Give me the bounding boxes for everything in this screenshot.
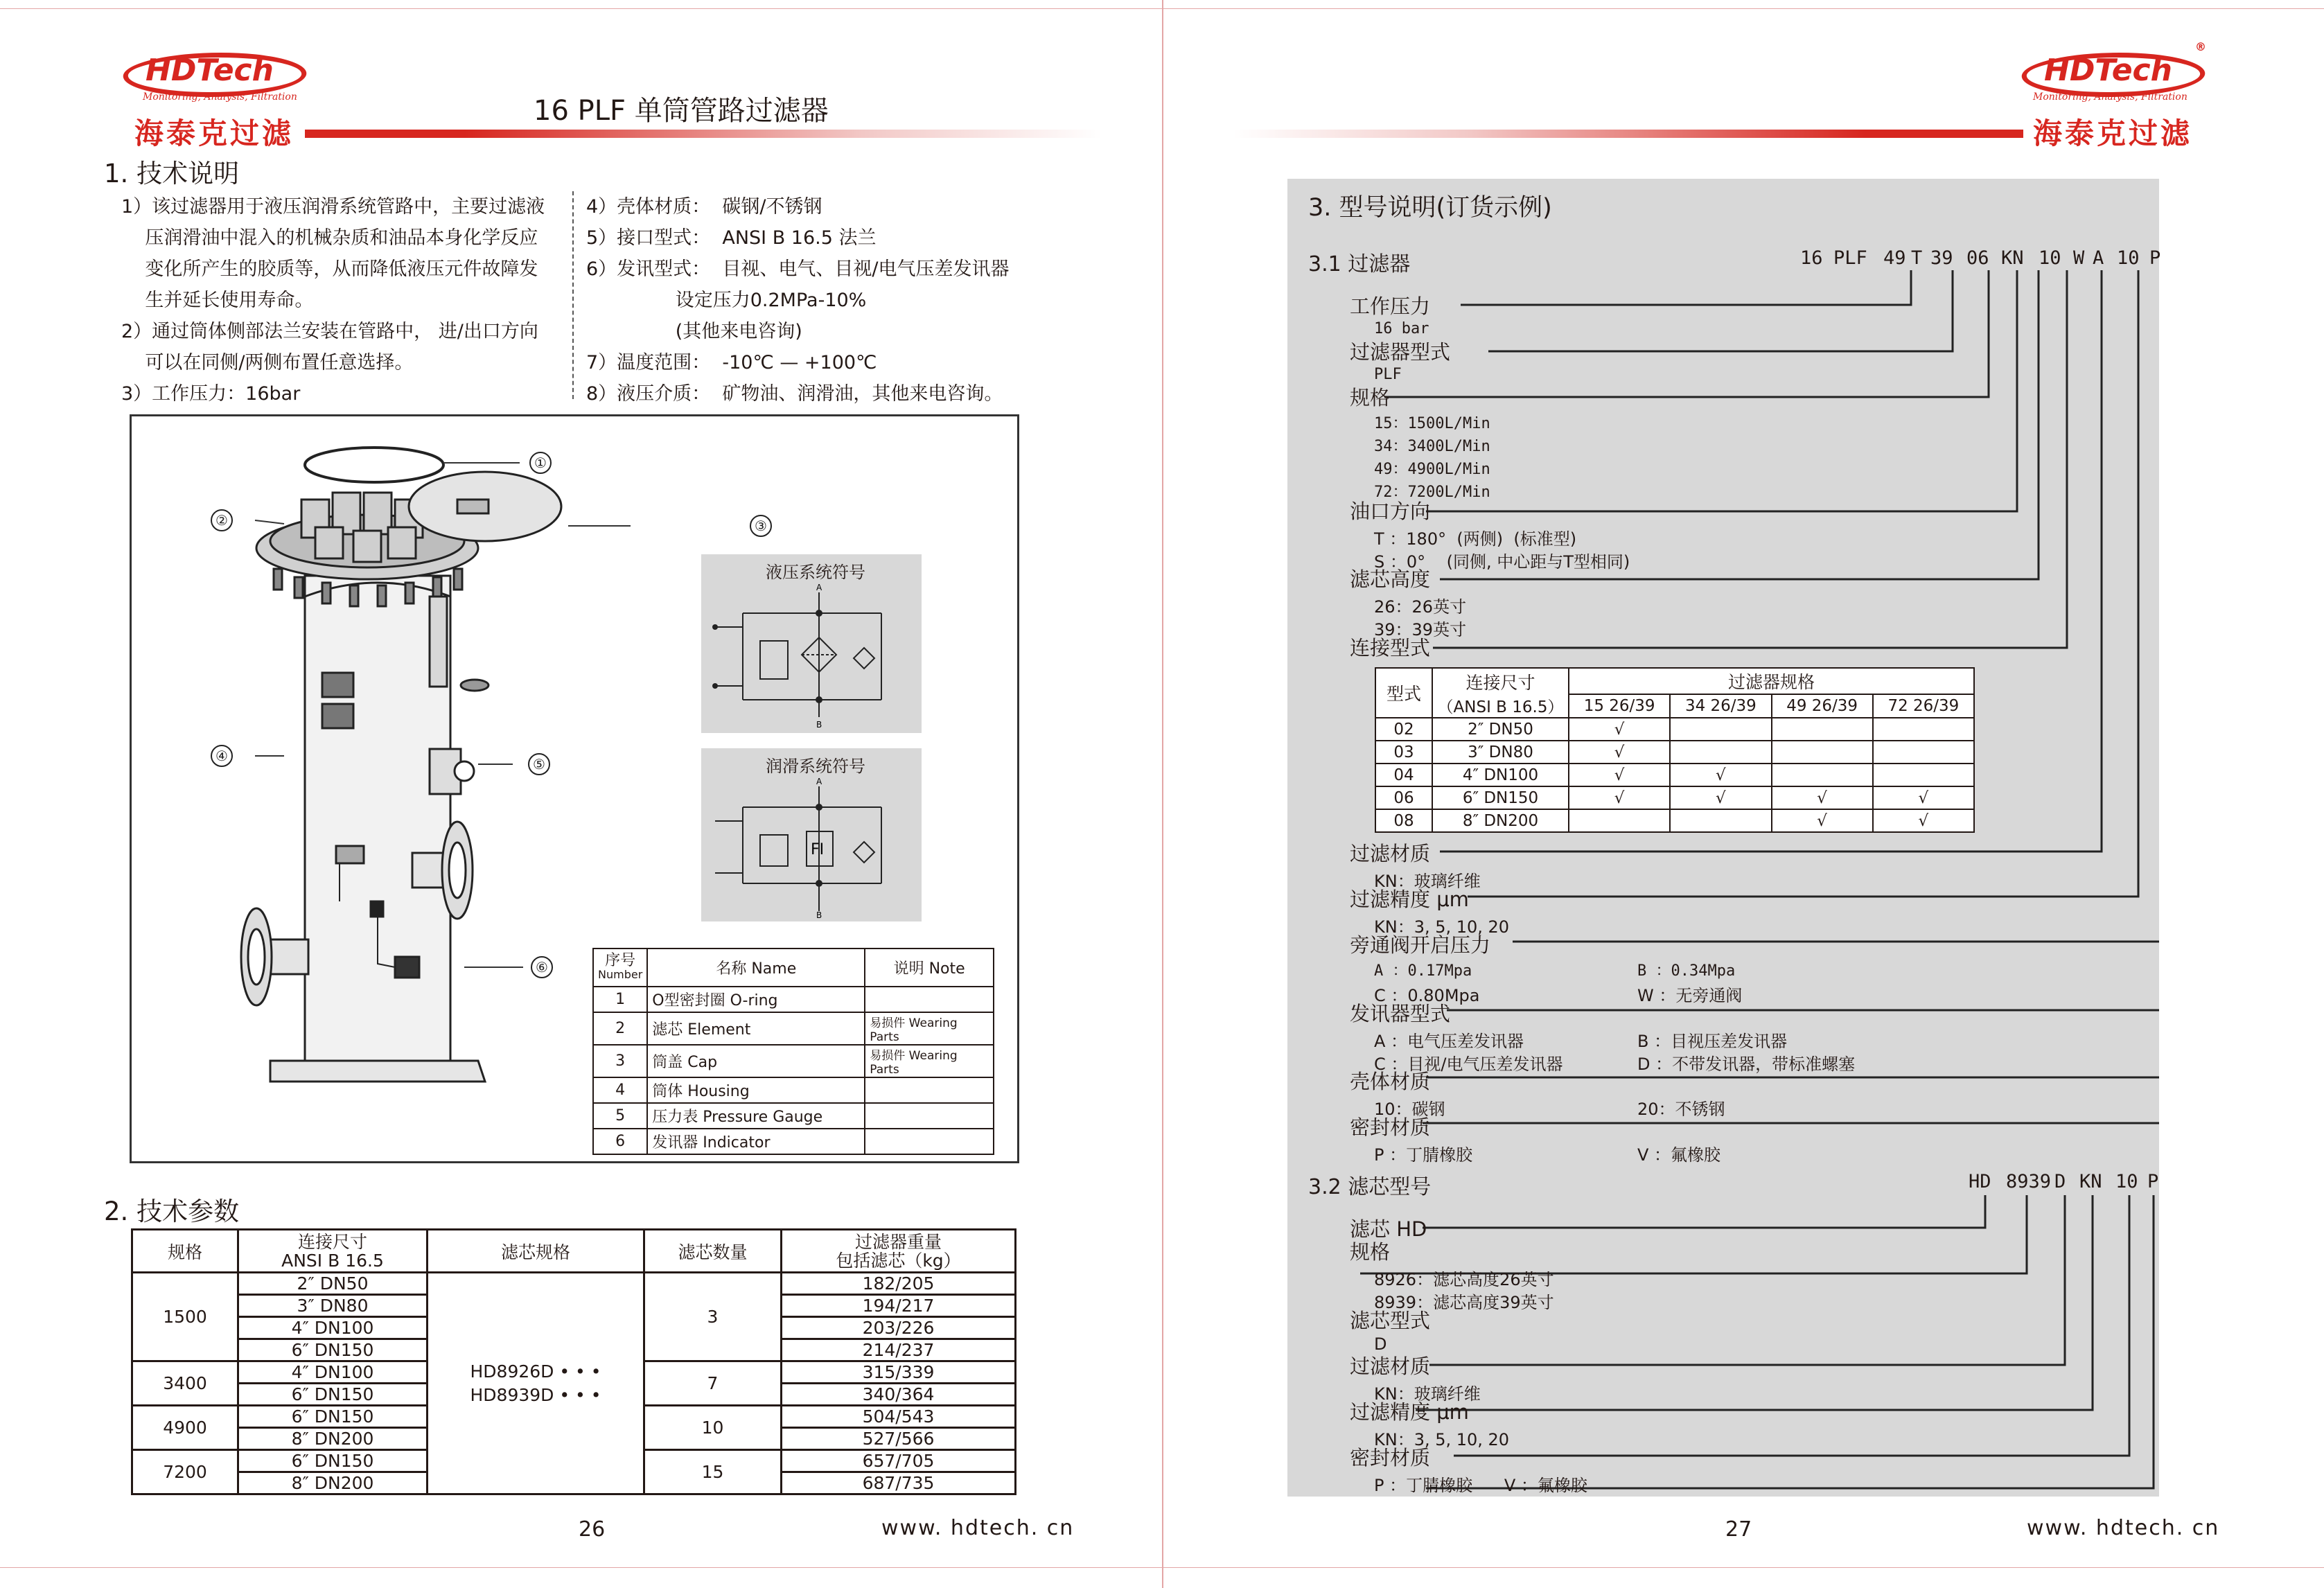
s1-line: 变化所产生的胶质等，从而降低液压元件故障发 bbox=[121, 258, 538, 280]
code-seg: P bbox=[2149, 247, 2161, 269]
conn-h-size2: （ANSI B 16.5） bbox=[1432, 694, 1569, 718]
conn-cell: 03 bbox=[1375, 741, 1432, 764]
conn-cell: √ bbox=[1772, 809, 1873, 832]
page-number-right: 27 bbox=[1725, 1517, 1752, 1542]
header-rule-right bbox=[1233, 130, 2023, 138]
s1-line: 生并延长使用寿命。 bbox=[121, 290, 314, 311]
conn-cell bbox=[1772, 764, 1873, 786]
spec-cell: 6″ DN150 bbox=[238, 1384, 428, 1406]
spec-cell: 4″ DN100 bbox=[238, 1361, 428, 1384]
logo-cn: 海泰克过滤 bbox=[134, 116, 294, 150]
item-head: 规格 bbox=[1350, 386, 1391, 409]
spec-cell: 3 bbox=[644, 1273, 782, 1361]
conn-cell bbox=[1873, 764, 1974, 786]
parts-h-note: 说明 Note bbox=[865, 949, 994, 987]
item-head: 密封材质 bbox=[1350, 1115, 1431, 1139]
parts-no: 6 bbox=[593, 1129, 647, 1154]
item-line: T ：180° (两侧) (标准型) bbox=[1374, 529, 1577, 549]
item-line: W ：无旁通阀 bbox=[1637, 986, 1743, 1005]
item-head: 过滤材质 bbox=[1350, 842, 1431, 865]
parts-note bbox=[865, 987, 994, 1012]
item-line: V ：氟橡胶 bbox=[1637, 1145, 1721, 1165]
item-line: A ：0.17Mpa bbox=[1374, 962, 1472, 980]
conn-cell: 02 bbox=[1375, 718, 1432, 741]
callout-1: ① bbox=[534, 455, 547, 471]
item-head: 规格 bbox=[1350, 1240, 1391, 1264]
spec-elem1: HD8926D • • • bbox=[470, 1361, 601, 1382]
conn-cell bbox=[1873, 741, 1974, 764]
brand-logo bbox=[118, 48, 312, 150]
parts-note bbox=[865, 1129, 994, 1154]
callout-2: ② bbox=[215, 512, 228, 529]
item-head: 滤芯型式 bbox=[1350, 1309, 1431, 1332]
spec-cell: 340/364 bbox=[782, 1384, 1016, 1406]
spec-table bbox=[131, 1228, 1016, 1495]
code-seg: 39 bbox=[1930, 247, 1953, 269]
item-line: 10：碳钢 bbox=[1374, 1100, 1445, 1119]
item-head: 过滤精度 μm bbox=[1350, 1400, 1469, 1424]
spec-cell: 15 bbox=[644, 1450, 782, 1494]
s32-label: 3.2 滤芯型号 bbox=[1308, 1175, 1432, 1199]
s1-line: 5）接口型式： ANSI B 16.5 法兰 bbox=[586, 227, 877, 249]
item-line: PLF bbox=[1374, 366, 1402, 383]
item-head: 壳体材质 bbox=[1350, 1070, 1431, 1093]
conn-cell bbox=[1670, 718, 1771, 741]
conn-cell: 2″ DN50 bbox=[1432, 718, 1569, 741]
spec-cell: 7200 bbox=[132, 1450, 238, 1494]
code-seg: D bbox=[2054, 1171, 2066, 1192]
symbol-A: A bbox=[816, 583, 822, 592]
parts-note: 易损件 Wearing Parts bbox=[865, 1012, 994, 1045]
page-title: 16 PLF 单筒管路过滤器 bbox=[534, 95, 829, 127]
item-head: 油口方向 bbox=[1350, 500, 1431, 523]
symbol-B: B bbox=[816, 720, 822, 730]
spec-cell: 3″ DN80 bbox=[238, 1295, 428, 1317]
code-seg: 10 bbox=[2117, 247, 2140, 269]
logo-sub: Monitoring, Analysis, Filtration bbox=[2033, 91, 2187, 103]
spec-h-spec: 规格 bbox=[132, 1230, 238, 1273]
item-line: 72：7200L/Min bbox=[1374, 484, 1490, 501]
item-line: 20：不锈钢 bbox=[1637, 1100, 1725, 1119]
item-line: D ：不带发讯器，带标准螺塞 bbox=[1637, 1055, 1856, 1074]
logo-en: HDTech bbox=[146, 53, 274, 88]
item-line: S ：0° (同侧, 中心距与T型相同) bbox=[1374, 552, 1630, 572]
code-seg: 8939 bbox=[2006, 1171, 2052, 1192]
item-line: 39：39英寸 bbox=[1374, 620, 1467, 639]
parts-table bbox=[592, 948, 994, 1155]
s1-line: 3）工作压力：16bar bbox=[121, 383, 301, 405]
spec-cell: 7 bbox=[644, 1361, 782, 1406]
conn-cell: 8″ DN200 bbox=[1432, 809, 1569, 832]
item-line: 34：3400L/Min bbox=[1374, 438, 1490, 455]
parts-h-name: 名称 Name bbox=[647, 949, 865, 987]
s1-line: 2）通过筒体侧部法兰安装在管路中， 进/出口方向 bbox=[121, 321, 538, 342]
conn-cell: 3″ DN80 bbox=[1432, 741, 1569, 764]
item-line: 8939：滤芯高度39英寸 bbox=[1374, 1293, 1554, 1312]
logo-reg: ® bbox=[2195, 40, 2206, 53]
spec-cell: 203/226 bbox=[782, 1317, 1016, 1339]
code-seg: 10 bbox=[2115, 1171, 2138, 1192]
item-line: A ：电气压差发讯器 bbox=[1374, 1032, 1524, 1051]
spec-cell: 6″ DN150 bbox=[238, 1339, 428, 1361]
code-seg: 16 bbox=[1800, 247, 1823, 269]
parts-name: 压力表 Pressure Gauge bbox=[647, 1103, 865, 1129]
conn-cell: √ bbox=[1670, 786, 1771, 809]
conn-cell bbox=[1569, 809, 1670, 832]
item-line: KN：玻璃纤维 bbox=[1374, 1384, 1481, 1404]
item-head: 滤芯高度 bbox=[1350, 567, 1431, 591]
spec-cell: 182/205 bbox=[782, 1273, 1016, 1295]
code-seg: W bbox=[2073, 247, 2085, 269]
item-head: 过滤材质 bbox=[1350, 1355, 1431, 1378]
spec-cell: 315/339 bbox=[782, 1361, 1016, 1384]
code-seg: KN bbox=[2001, 247, 2024, 269]
s1-line: 6）发讯型式： 目视、电气、目视/电气压差发讯器 bbox=[586, 258, 1010, 280]
url-right[interactable]: www. hdtech. cn bbox=[2027, 1516, 2220, 1540]
item-line: KN：3, 5, 10, 20 bbox=[1374, 917, 1510, 937]
symbol-A2: A bbox=[816, 777, 822, 786]
code-seg: P bbox=[2147, 1171, 2159, 1192]
callout-6: ⑥ bbox=[536, 959, 548, 976]
s1-line: 1）该过滤器用于液压润滑系统管路中，主要过滤液 bbox=[121, 196, 545, 218]
spec-h-elem: 滤芯规格 bbox=[428, 1230, 644, 1273]
header-rule bbox=[305, 130, 1102, 138]
spec-cell: 10 bbox=[644, 1406, 782, 1450]
item-head: 发讯器型式 bbox=[1350, 1002, 1451, 1025]
item-line: P ：丁腈橡胶 bbox=[1374, 1145, 1473, 1165]
conn-cell: 6″ DN150 bbox=[1432, 786, 1569, 809]
spec-cell: 2″ DN50 bbox=[238, 1273, 428, 1295]
section1-left bbox=[121, 191, 545, 409]
connection-table bbox=[1375, 667, 1975, 833]
code-seg: 06 bbox=[1966, 247, 1989, 269]
parts-note bbox=[865, 1077, 994, 1103]
item-line: KN：3, 5, 10, 20 bbox=[1374, 1430, 1510, 1449]
symbol-B2: B bbox=[816, 910, 822, 920]
parts-name: 发讯器 Indicator bbox=[647, 1129, 865, 1154]
callout-5: ⑤ bbox=[533, 756, 545, 773]
parts-no: 1 bbox=[593, 987, 647, 1012]
s1-line: 压润滑油中混入的机械杂质和油品本身化学反应 bbox=[121, 227, 538, 249]
section1-title: 1. 技术说明 bbox=[104, 159, 240, 188]
parts-name: 筒体 Housing bbox=[647, 1077, 865, 1103]
crop-line-top bbox=[0, 8, 2324, 9]
crop-line-bottom bbox=[0, 1567, 2324, 1568]
hydraulic-symbol-title: 液压系统符号 bbox=[766, 563, 865, 582]
url-left[interactable]: www. hdtech. cn bbox=[881, 1516, 1075, 1540]
code-seg: HD bbox=[1969, 1171, 1991, 1192]
section3-title: 3. 型号说明(订货示例) bbox=[1308, 194, 1552, 222]
conn-h-col: 15 26/39 bbox=[1569, 694, 1670, 718]
spec-cell: 3400 bbox=[132, 1361, 238, 1406]
code-seg: A bbox=[2093, 247, 2104, 269]
item-head: 连接型式 bbox=[1350, 636, 1431, 660]
spec-cell: 8″ DN200 bbox=[238, 1472, 428, 1494]
spec-cell: 6″ DN150 bbox=[238, 1450, 428, 1472]
conn-cell: √ bbox=[1569, 718, 1670, 741]
parts-name: 滤芯 Element bbox=[647, 1012, 865, 1045]
s1-line: 8）液压介质： 矿物油、润滑油，其他来电咨询。 bbox=[586, 383, 1003, 405]
code-seg: 49 bbox=[1883, 247, 1906, 269]
spec-elem2: HD8939D • • • bbox=[470, 1384, 601, 1405]
item-head: 过滤器型式 bbox=[1350, 340, 1451, 364]
conn-h-size1: 连接尺寸 bbox=[1432, 668, 1569, 694]
item-line: 49：4900L/Min bbox=[1374, 461, 1490, 478]
item-line: 15：1500L/Min bbox=[1374, 415, 1490, 432]
item-line: 8926：滤芯高度26英寸 bbox=[1374, 1270, 1554, 1289]
conn-cell bbox=[1772, 718, 1873, 741]
parts-no: 3 bbox=[593, 1045, 647, 1077]
parts-no: 2 bbox=[593, 1012, 647, 1045]
conn-h-col: 49 26/39 bbox=[1772, 694, 1873, 718]
spec-cell: 687/735 bbox=[782, 1472, 1016, 1494]
spec-h-wt2: 包括滤芯（kg） bbox=[836, 1250, 961, 1271]
spec-h-wt1: 过滤器重量 bbox=[854, 1231, 942, 1252]
spec-h-conn1: 连接尺寸 bbox=[297, 1231, 367, 1252]
spec-cell: 657/705 bbox=[782, 1450, 1016, 1472]
conn-cell: √ bbox=[1873, 786, 1974, 809]
symbol-FI: FI bbox=[811, 841, 825, 858]
spec-cell: 504/543 bbox=[782, 1406, 1016, 1428]
item-line: B ：目视压差发讯器 bbox=[1637, 1032, 1788, 1051]
conn-cell: 04 bbox=[1375, 764, 1432, 786]
conn-cell: 08 bbox=[1375, 809, 1432, 832]
page-number-left: 26 bbox=[579, 1517, 606, 1542]
callout-3: ③ bbox=[755, 518, 767, 534]
conn-cell: √ bbox=[1772, 786, 1873, 809]
parts-h-number: Number bbox=[598, 967, 643, 981]
item-line: C ：0.80Mpa bbox=[1374, 986, 1480, 1005]
code-seg: T bbox=[1911, 247, 1923, 269]
section1-divider bbox=[572, 191, 574, 399]
lube-symbol-title: 润滑系统符号 bbox=[766, 757, 865, 776]
conn-cell: √ bbox=[1569, 764, 1670, 786]
conn-cell: √ bbox=[1569, 786, 1670, 809]
conn-cell: 06 bbox=[1375, 786, 1432, 809]
s1-line: 4）壳体材质： 碳钢/不锈钢 bbox=[586, 196, 822, 218]
spec-cell: 527/566 bbox=[782, 1428, 1016, 1450]
conn-cell bbox=[1670, 741, 1771, 764]
item-head: 工作压力 bbox=[1350, 294, 1431, 318]
code-seg: PLF bbox=[1833, 247, 1867, 269]
parts-name: 筒盖 Cap bbox=[647, 1045, 865, 1077]
spec-cell: 6″ DN150 bbox=[238, 1406, 428, 1428]
item-head: 过滤精度 μm bbox=[1350, 888, 1469, 911]
lube-symbol bbox=[701, 776, 922, 921]
conn-cell bbox=[1772, 741, 1873, 764]
parts-no: 5 bbox=[593, 1103, 647, 1129]
conn-h-type: 型式 bbox=[1375, 668, 1432, 718]
parts-name: O型密封圈 O-ring bbox=[647, 987, 865, 1012]
item-head: 滤芯 HD bbox=[1350, 1217, 1427, 1241]
item-head: 密封材质 bbox=[1350, 1446, 1431, 1470]
conn-cell: √ bbox=[1569, 741, 1670, 764]
parts-note bbox=[865, 1103, 994, 1129]
conn-cell: 4″ DN100 bbox=[1432, 764, 1569, 786]
section1-right bbox=[586, 191, 1009, 409]
parts-note: 易损件 Wearing Parts bbox=[865, 1045, 994, 1077]
item-line: 26：26英寸 bbox=[1374, 597, 1467, 617]
logo-cn: 海泰克过滤 bbox=[2033, 116, 2193, 150]
spec-cell: 1500 bbox=[132, 1273, 238, 1361]
hydraulic-symbol bbox=[701, 582, 922, 731]
page-fold bbox=[1162, 0, 1163, 1588]
conn-cell bbox=[1873, 718, 1974, 741]
s31-label: 3.1 过滤器 bbox=[1308, 252, 1411, 276]
brand-logo-right bbox=[2016, 40, 2210, 150]
item-line: B ：0.34Mpa bbox=[1637, 962, 1736, 980]
spec-h-qty: 滤芯数量 bbox=[644, 1230, 782, 1273]
conn-cell: √ bbox=[1670, 764, 1771, 786]
spec-cell: 214/237 bbox=[782, 1339, 1016, 1361]
logo-en: HDTech bbox=[2044, 53, 2172, 88]
code-seg: 10 bbox=[2039, 247, 2061, 269]
section2-title: 2. 技术参数 bbox=[104, 1197, 240, 1226]
conn-h-col: 72 26/39 bbox=[1873, 694, 1974, 718]
conn-h-col: 34 26/39 bbox=[1670, 694, 1771, 718]
parts-no: 4 bbox=[593, 1077, 647, 1103]
s1-line: 设定压力0.2MPa-10% bbox=[586, 290, 867, 311]
logo-sub: Monitoring, Analysis, Filtration bbox=[143, 91, 297, 103]
spec-cell: 4900 bbox=[132, 1406, 238, 1450]
spec-cell: 8″ DN200 bbox=[238, 1428, 428, 1450]
conn-cell: √ bbox=[1873, 809, 1974, 832]
item-head: 旁通阀开启压力 bbox=[1350, 933, 1491, 957]
parts-h-no: 序号 bbox=[605, 951, 636, 969]
spec-h-conn2: ANSI B 16.5 bbox=[281, 1250, 384, 1271]
item-line: 16 bar bbox=[1374, 320, 1429, 337]
spec-cell: 194/217 bbox=[782, 1295, 1016, 1317]
conn-cell bbox=[1670, 809, 1771, 832]
conn-h-spec: 过滤器规格 bbox=[1569, 668, 1974, 694]
item-line: C ：目视/电气压差发讯器 bbox=[1374, 1055, 1563, 1074]
s1-line: (其他来电咨询) bbox=[586, 321, 802, 342]
code-seg: KN bbox=[2079, 1171, 2102, 1192]
s1-line: 7）温度范围： -10℃ — +100℃ bbox=[586, 352, 877, 373]
callout-4: ④ bbox=[215, 748, 228, 764]
spec-cell: 4″ DN100 bbox=[238, 1317, 428, 1339]
item-line: KN：玻璃纤维 bbox=[1374, 872, 1481, 891]
item-line: D bbox=[1374, 1334, 1387, 1354]
item-line: P ：丁腈橡胶 V ：氟橡胶 bbox=[1374, 1476, 1587, 1495]
s1-line: 可以在同侧/两侧布置任意选择。 bbox=[121, 352, 414, 373]
